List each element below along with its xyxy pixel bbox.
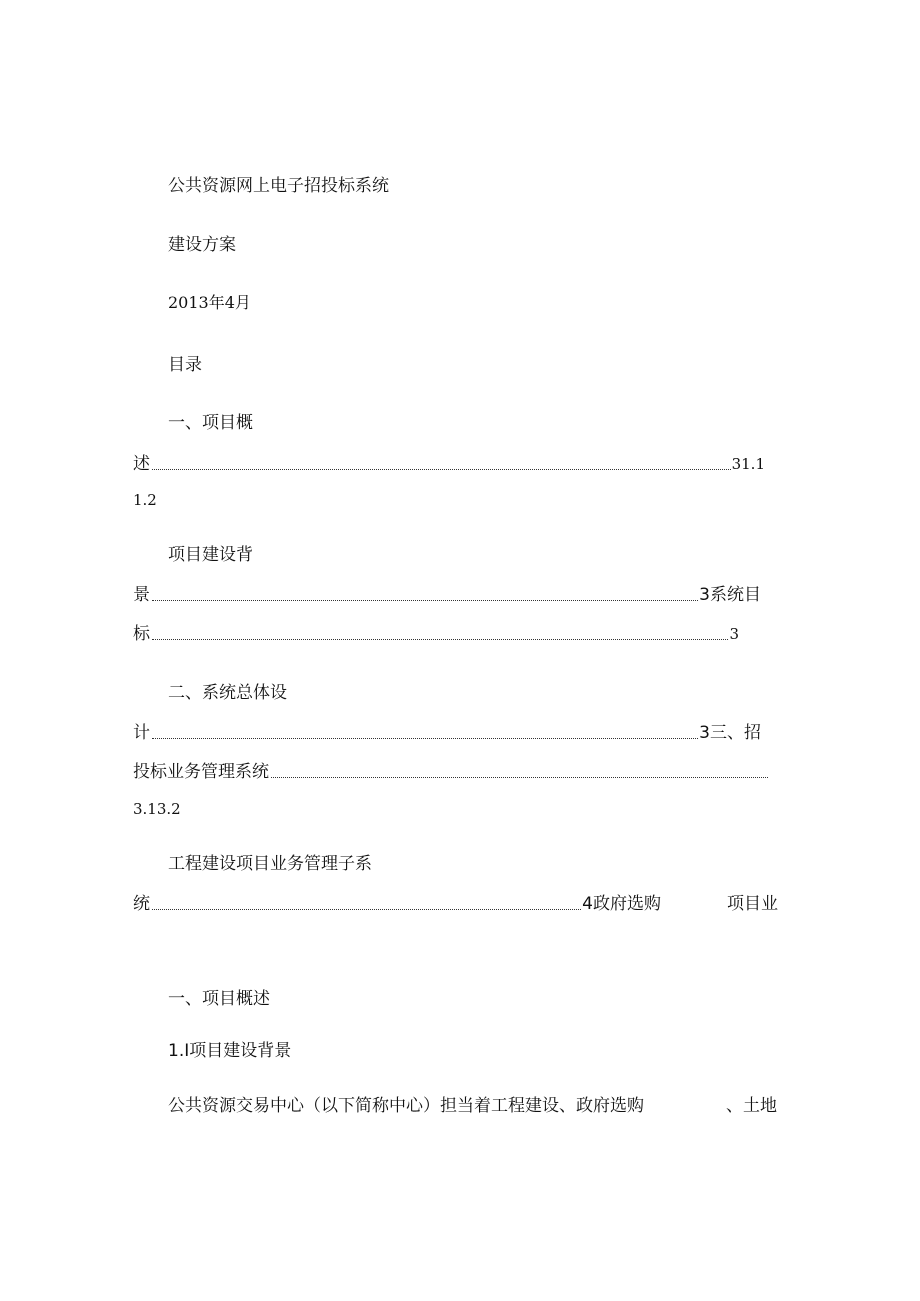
section-heading: 一、项目概述	[168, 989, 270, 1009]
toc-section2-page: 3三、招	[699, 723, 761, 743]
toc-section2-title: 二、系统总体设	[168, 683, 287, 703]
toc-goal-tail: 标	[133, 624, 150, 644]
toc-goal-page: 3	[729, 625, 739, 643]
toc-row-background	[133, 584, 761, 606]
document-date: 2013年4月	[168, 293, 251, 312]
toc-row-goal	[133, 623, 739, 645]
sub-heading: 1.I项目建设背景	[168, 1041, 292, 1061]
toc-leader-dots	[152, 469, 731, 470]
toc-leader-dots	[152, 639, 728, 640]
toc-section3-sub: 3.13.2	[133, 800, 181, 818]
toc-background-tail: 景	[133, 585, 150, 605]
toc-section2-tail: 计	[133, 723, 150, 743]
paragraph-start: 公共资源交易中心（以下简称中心）担当着工程建设、政府选购	[168, 1096, 644, 1116]
toc-row-section1	[133, 453, 765, 475]
toc-section1-tail: 述	[133, 454, 150, 474]
toc-engineering-page: 4政府选购	[582, 894, 661, 914]
document-title: 公共资源网上电子招投标系统	[168, 176, 389, 196]
document-subtitle: 建设方案	[168, 235, 236, 255]
toc-row-section2	[133, 722, 761, 744]
toc-leader-dots	[152, 600, 698, 601]
toc-section1-sub: 1.2	[133, 491, 157, 509]
toc-engineering-trailing: 项目业	[727, 894, 778, 914]
toc-leader-dots	[152, 909, 581, 910]
toc-engineering-title: 工程建设项目业务管理子系	[168, 854, 372, 874]
toc-section1-title: 一、项目概	[168, 413, 253, 433]
toc-row-section3	[133, 761, 769, 783]
toc-heading: 目录	[168, 355, 202, 375]
toc-engineering-tail: 统	[133, 894, 150, 914]
toc-row-engineering	[133, 893, 661, 915]
toc-background-page: 3系统目	[699, 585, 761, 605]
toc-background-title: 项目建设背	[168, 545, 253, 565]
toc-leader-dots	[271, 777, 768, 778]
toc-section3-tail: 投标业务管理系统	[133, 762, 269, 782]
toc-section1-page: 31.1	[731, 455, 765, 473]
toc-leader-dots	[152, 738, 698, 739]
paragraph-trailing: 、土地	[726, 1096, 777, 1116]
